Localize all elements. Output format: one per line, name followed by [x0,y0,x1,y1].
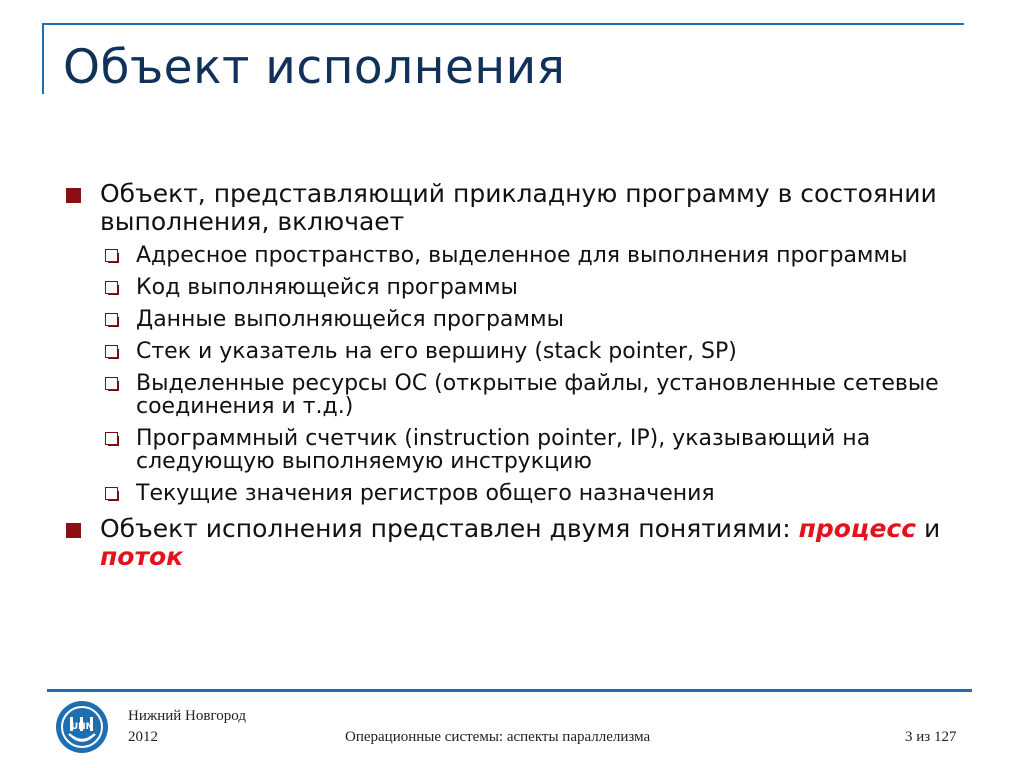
term-connector: и [916,514,941,543]
checkbox-bullet-icon [105,377,118,390]
sub-bullet-item [64,244,964,267]
term-thread: поток [100,542,184,571]
sub-bullet-item [64,276,964,299]
bullet-item-2-text: Объект исполнения представлен двумя понятиями: [100,514,799,543]
footer-course-title: Операционные системы: аспекты параллелизма [345,729,651,745]
slide-title: Объект исполнения [63,40,566,95]
sub-bullet-text: Адресное пространство, выделенное для выполнения программы [136,243,908,268]
sub-bullet-item [64,308,964,331]
sub-bullet-text: Выделенные ресурсы ОС (открытые файлы, установленные сетевые соединения и т.д.) [136,371,939,419]
sub-bullet-list [64,244,964,505]
title-frame-left-line [42,23,44,94]
slide-content [64,180,964,579]
sub-bullet-text: Код выполняющейся программы [136,275,518,300]
footer-city: Нижний Новгород [128,708,246,724]
footer-divider [47,689,972,692]
unn-logo-icon [55,700,109,754]
sub-bullet-item [64,372,964,418]
checkbox-bullet-icon [105,281,118,294]
checkbox-bullet-icon [105,313,118,326]
bullet-item-2 [64,515,964,571]
checkbox-bullet-icon [105,345,118,358]
sub-bullet-item [64,482,964,505]
square-bullet-icon [66,188,81,203]
bullet-item-1 [64,180,964,236]
sub-bullet-text: Стек и указатель на его вершину (stack pointer, SP) [136,339,737,364]
checkbox-bullet-icon [105,249,118,262]
sub-bullet-item [64,427,964,473]
bullet-item-1-text: Объект, представляющий прикладную программу в состоянии выполнения, включает [100,179,937,236]
sub-bullet-text: Данные выполняющейся программы [136,307,564,332]
checkbox-bullet-icon [105,432,118,445]
page-number: 3 из 127 [905,729,957,745]
sub-bullet-item [64,340,964,363]
title-frame-top-line [42,23,964,25]
square-bullet-icon [66,523,81,538]
term-process: процесс [798,514,917,543]
checkbox-bullet-icon [105,487,118,500]
sub-bullet-text: Программный счетчик (instruction pointer, IP), указывающий на следующую выполняемую инструкцию [136,426,871,474]
logo-text: UNN [70,722,94,732]
footer-year: 2012 [128,729,158,745]
sub-bullet-text: Текущие значения регистров общего назначения [136,481,715,506]
